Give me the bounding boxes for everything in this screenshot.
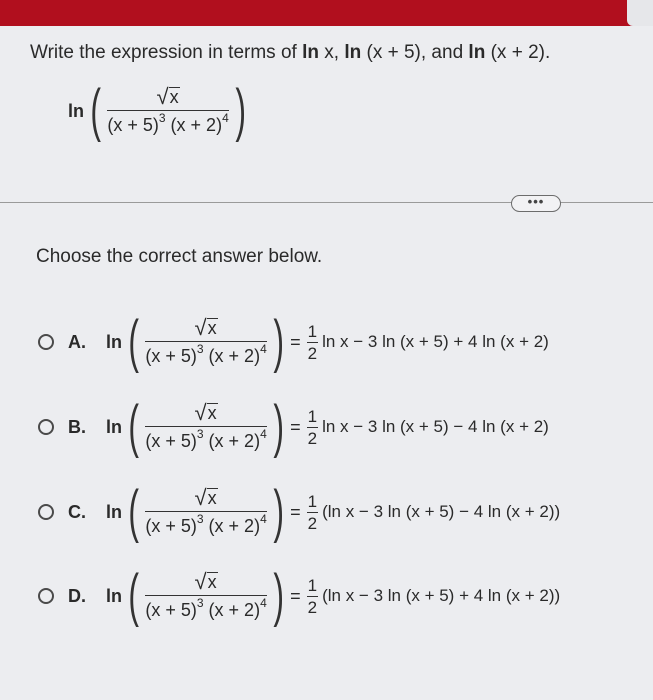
right-paren: ) — [273, 563, 284, 628]
left-paren: ( — [128, 479, 139, 544]
option-letter: D. — [68, 585, 86, 606]
sqrt: √ x — [194, 315, 217, 340]
fraction — [145, 402, 266, 452]
denominator — [145, 426, 266, 452]
question-arg-2: (x + 5), and — [361, 42, 469, 63]
option-rhs: ln x − 3 ln (x + 5) + 4 ln (x + 2)) — [327, 586, 561, 605]
sqrt: √ x — [194, 485, 217, 510]
right-paren: ) — [235, 78, 246, 143]
radio-button[interactable] — [38, 588, 54, 604]
radicand: x — [169, 87, 179, 108]
left-paren: ( — [128, 309, 139, 374]
den-exp-b: 4 — [260, 596, 267, 610]
option-rhs: ln x − 3 ln (x + 5) − 4 ln (x + 2)) — [327, 502, 561, 521]
half-denominator: 2 — [307, 597, 318, 617]
answer-option[interactable] — [38, 309, 549, 374]
radicand: x — [207, 488, 217, 509]
denominator — [145, 341, 266, 367]
option-letter: B. — [68, 416, 86, 437]
fraction — [107, 86, 228, 136]
den-exp-a: 3 — [158, 111, 166, 125]
one-half — [307, 408, 318, 447]
right-paren: ) — [273, 394, 284, 459]
right-paren: ) — [273, 309, 284, 374]
den-exp-a: 3 — [196, 512, 204, 526]
equals-sign: = — [290, 416, 301, 437]
half-numerator: 1 — [307, 406, 318, 426]
option-prefix: ( — [322, 586, 328, 605]
den-factor-b: (x + 2) — [170, 115, 223, 135]
question-intro: Write the expression in terms of — [30, 42, 303, 63]
left-paren: ( — [128, 563, 139, 628]
option-rhs: ln x − 3 ln (x + 5) + 4 ln (x + 2) — [322, 332, 549, 351]
question-ln-3: ln — [468, 42, 486, 63]
numerator — [157, 86, 180, 110]
den-exp-a: 3 — [196, 596, 204, 610]
denominator — [145, 595, 266, 621]
radicand: x — [207, 318, 217, 339]
option-letter: A. — [68, 331, 86, 352]
question-text — [30, 42, 550, 64]
left-paren: ( — [90, 78, 101, 143]
sqrt: √ x — [194, 400, 217, 425]
radio-button[interactable] — [38, 504, 54, 520]
sqrt: √ x — [156, 84, 179, 109]
fraction — [145, 317, 266, 367]
den-exp-b: 4 — [222, 111, 229, 125]
den-factor-b: (x + 2) — [208, 600, 261, 620]
den-factor-b: (x + 2) — [208, 431, 261, 451]
more-options-button[interactable]: ••• — [511, 195, 561, 212]
answer-option[interactable] — [38, 563, 561, 628]
den-factor-a: (x + 5) — [145, 600, 197, 620]
half-numerator: 1 — [307, 321, 318, 341]
ln-label: ln — [106, 331, 122, 352]
numerator — [195, 571, 218, 595]
question-arg-3: (x + 2). — [485, 42, 551, 63]
den-factor-a: (x + 5) — [145, 431, 197, 451]
option-rhs: ln x − 3 ln (x + 5) − 4 ln (x + 2) — [322, 417, 549, 436]
ln-label: ln — [106, 585, 122, 606]
answer-option[interactable] — [38, 479, 561, 544]
half-numerator: 1 — [307, 575, 318, 595]
answer-option[interactable] — [38, 394, 549, 459]
right-paren: ) — [273, 479, 284, 544]
top-bar — [0, 0, 653, 26]
ln-label: ln — [68, 100, 84, 121]
den-exp-b: 4 — [260, 512, 267, 526]
den-exp-b: 4 — [260, 342, 267, 356]
den-factor-a: (x + 5) — [145, 516, 197, 536]
question-arg-1: x, — [318, 42, 345, 63]
den-exp-a: 3 — [196, 427, 204, 441]
fraction — [145, 487, 266, 537]
one-half — [307, 323, 318, 362]
answer-prompt: Choose the correct answer below. — [36, 246, 323, 267]
den-exp-b: 4 — [260, 427, 267, 441]
question-ln-2: ln — [344, 42, 362, 63]
given-expression — [68, 78, 250, 143]
radio-button[interactable] — [38, 419, 54, 435]
ln-label: ln — [106, 501, 122, 522]
top-bar-notch — [627, 0, 653, 26]
numerator — [195, 487, 218, 511]
equals-sign: = — [290, 501, 301, 522]
one-half — [307, 577, 318, 616]
equals-sign: = — [290, 331, 301, 352]
half-numerator: 1 — [307, 491, 318, 511]
equals-sign: = — [290, 585, 301, 606]
den-factor-a: (x + 5) — [145, 346, 197, 366]
numerator — [195, 317, 218, 341]
half-denominator: 2 — [307, 428, 318, 448]
numerator — [195, 402, 218, 426]
radicand: x — [207, 403, 217, 424]
denominator — [107, 110, 228, 136]
half-denominator: 2 — [307, 513, 318, 533]
one-half — [307, 493, 318, 532]
left-paren: ( — [128, 394, 139, 459]
option-letter: C. — [68, 501, 86, 522]
ln-label: ln — [106, 416, 122, 437]
radicand: x — [207, 572, 217, 593]
question-ln-1: ln — [302, 42, 319, 63]
fraction — [145, 571, 266, 621]
den-factor-b: (x + 2) — [208, 516, 261, 536]
den-factor-a: (x + 5) — [107, 115, 159, 135]
sqrt: √ x — [194, 569, 217, 594]
radio-button[interactable] — [38, 334, 54, 350]
denominator — [145, 511, 266, 537]
option-prefix: ( — [322, 502, 328, 521]
den-factor-b: (x + 2) — [208, 346, 261, 366]
den-exp-a: 3 — [196, 342, 204, 356]
half-denominator: 2 — [307, 343, 318, 363]
